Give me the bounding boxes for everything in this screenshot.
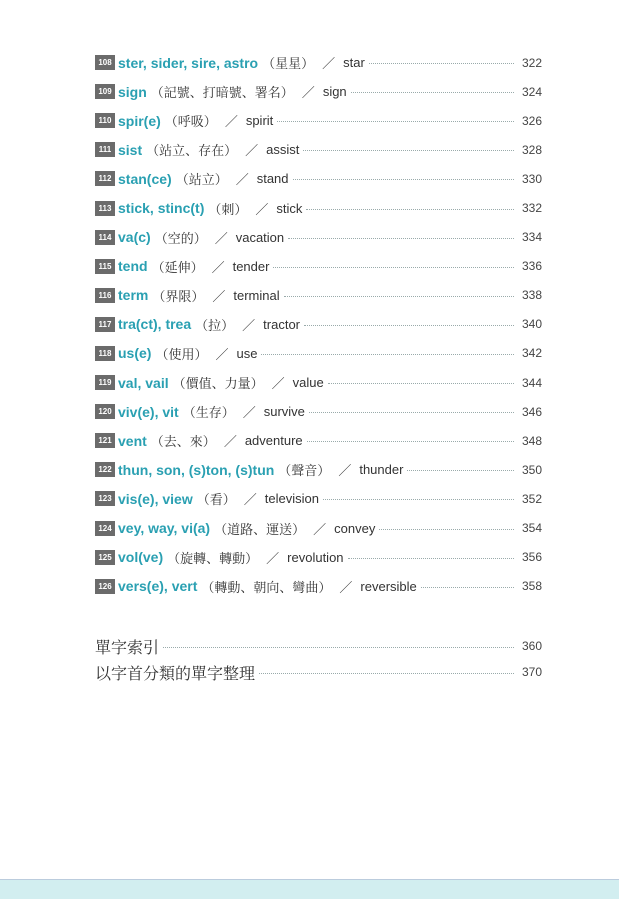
slash-separator: ／ — [266, 550, 280, 566]
page-number: 348 — [521, 433, 542, 448]
toc-entry[interactable] — [95, 193, 542, 222]
slash-separator: ／ — [255, 201, 269, 217]
page-number: 322 — [521, 55, 542, 70]
dot-leader — [307, 441, 514, 442]
example-word: adventure — [244, 433, 303, 449]
dot-leader — [323, 499, 514, 500]
dot-leader — [273, 267, 514, 268]
toc-entry[interactable] — [95, 106, 542, 135]
word-root: vey, way, vi(a) — [118, 520, 211, 537]
slash-separator: ／ — [235, 172, 249, 188]
example-word: use — [236, 345, 258, 361]
entry-number-badge: 121 — [95, 433, 115, 448]
entry-number-badge: 110 — [95, 113, 115, 128]
slash-separator: ／ — [224, 114, 238, 130]
page-number: 344 — [521, 375, 542, 390]
word-root: stick, stinc(t) — [118, 200, 205, 217]
slash-separator: ／ — [215, 346, 229, 362]
toc-entry[interactable] — [95, 368, 542, 397]
word-root: vis(e), view — [118, 490, 193, 507]
root-meaning: （記號、打暗號、署名） — [150, 85, 294, 101]
page-number: 334 — [521, 230, 542, 245]
dot-leader — [288, 238, 514, 239]
toc-entry[interactable] — [95, 310, 542, 339]
toc-entry[interactable] — [95, 426, 542, 455]
page-number: 338 — [521, 288, 542, 303]
root-meaning: （刺） — [208, 201, 248, 217]
dot-leader — [259, 673, 514, 674]
example-word: convey — [334, 520, 376, 536]
page-number: 356 — [521, 550, 542, 565]
word-root: us(e) — [118, 345, 152, 362]
slash-separator: ／ — [339, 579, 353, 595]
root-meaning: （使用） — [155, 346, 208, 362]
page-number: 346 — [521, 404, 542, 419]
example-word: reversible — [360, 578, 417, 594]
slash-separator: ／ — [271, 376, 285, 392]
dot-leader — [284, 296, 514, 297]
page-number: 354 — [521, 521, 542, 536]
entry-number-badge: 112 — [95, 171, 115, 186]
example-word: stick — [276, 200, 303, 216]
example-word: tractor — [263, 316, 301, 332]
root-meaning: （星星） — [262, 56, 315, 72]
root-meaning: （站立、存在） — [146, 143, 238, 159]
page-number: 330 — [521, 171, 542, 186]
word-root: vol(ve) — [118, 549, 164, 566]
root-meaning: （看） — [196, 492, 236, 508]
root-meaning: （生存） — [182, 405, 235, 421]
page-number: 370 — [521, 665, 542, 679]
page-number: 352 — [521, 491, 542, 506]
root-meaning: （延伸） — [151, 259, 204, 275]
entry-number-badge: 111 — [95, 142, 115, 157]
root-meaning: （旋轉、轉動） — [167, 550, 259, 566]
entry-number-badge: 125 — [95, 550, 115, 565]
root-meaning: （轉動、朝向、彎曲） — [201, 579, 332, 595]
word-root: val, vail — [118, 374, 169, 391]
slash-separator: ／ — [242, 405, 256, 421]
slash-separator: ／ — [242, 317, 256, 333]
word-root: ster, sider, sire, astro — [118, 54, 259, 71]
word-root: sist — [118, 141, 143, 158]
word-root: term — [118, 287, 149, 304]
dot-leader — [348, 558, 514, 559]
slash-separator: ／ — [322, 56, 336, 72]
root-meaning: （拉） — [195, 317, 235, 333]
dot-leader — [293, 179, 514, 180]
example-word: vacation — [235, 229, 285, 245]
appendix-title: 以字首分類的單字整理 — [95, 665, 256, 683]
example-word: assist — [266, 142, 300, 158]
entry-number-badge: 118 — [95, 346, 115, 361]
page-number: 358 — [521, 579, 542, 594]
word-root: tra(ct), trea — [118, 316, 192, 333]
word-root: spir(e) — [118, 112, 161, 129]
dot-leader — [407, 470, 514, 471]
entry-number-badge: 113 — [95, 201, 115, 216]
toc-entry[interactable] — [95, 135, 542, 164]
slash-separator: ／ — [301, 85, 315, 101]
toc-entry[interactable] — [95, 281, 542, 310]
word-root: viv(e), vit — [118, 403, 179, 420]
toc-entry[interactable] — [95, 252, 542, 281]
entry-number-badge: 109 — [95, 84, 115, 99]
page-number: 336 — [521, 259, 542, 274]
slash-separator: ／ — [243, 492, 257, 508]
example-word: tender — [232, 258, 270, 274]
dot-leader — [306, 209, 514, 210]
slash-separator: ／ — [313, 521, 327, 537]
toc-entry[interactable] — [95, 339, 542, 368]
entry-number-badge: 124 — [95, 521, 115, 536]
toc-entry[interactable] — [95, 397, 542, 426]
dot-leader — [369, 63, 514, 64]
word-root: tend — [118, 258, 148, 275]
toc-entry[interactable] — [95, 514, 542, 543]
example-word: revolution — [287, 549, 344, 565]
dot-leader — [421, 587, 514, 588]
dot-leader — [303, 150, 514, 151]
table-of-contents — [95, 48, 542, 601]
entry-number-badge: 117 — [95, 317, 115, 332]
toc-entry[interactable] — [95, 48, 542, 77]
dot-leader — [379, 529, 514, 530]
example-word: value — [292, 375, 324, 391]
word-root: stan(ce) — [118, 170, 172, 187]
page-number: 324 — [521, 84, 542, 99]
example-word: television — [264, 491, 319, 507]
slash-separator: ／ — [338, 463, 352, 479]
toc-entry[interactable] — [95, 455, 542, 484]
example-word: spirit — [245, 113, 274, 129]
slash-separator: ／ — [214, 230, 228, 246]
toc-entry[interactable] — [95, 543, 542, 572]
appendix-title: 單字索引 — [95, 639, 160, 657]
word-root: vent — [118, 432, 147, 449]
dot-leader — [351, 92, 514, 93]
root-meaning: （價值、力量） — [172, 376, 264, 392]
toc-entry[interactable] — [95, 572, 542, 601]
root-meaning: （呼吸） — [164, 114, 217, 130]
page-number: 340 — [521, 317, 542, 332]
root-meaning: （去、來） — [150, 434, 216, 450]
page-number: 328 — [521, 142, 542, 157]
root-meaning: （道路、運送） — [214, 521, 306, 537]
root-meaning: （站立） — [175, 172, 228, 188]
example-word: stand — [256, 171, 289, 187]
word-root: sign — [118, 83, 147, 100]
entry-number-badge: 126 — [95, 579, 115, 594]
entry-number-badge: 119 — [95, 375, 115, 390]
page-number: 332 — [521, 201, 542, 216]
slash-separator: ／ — [211, 259, 225, 275]
entry-number-badge: 108 — [95, 55, 115, 70]
example-word: terminal — [233, 287, 280, 303]
slash-separator: ／ — [212, 288, 226, 304]
slash-separator: ／ — [245, 143, 259, 159]
example-word: star — [343, 55, 365, 71]
root-meaning: （聲音） — [278, 463, 331, 479]
example-word: sign — [322, 84, 347, 100]
dot-leader — [261, 354, 514, 355]
root-meaning: （界限） — [152, 288, 205, 304]
entry-number-badge: 122 — [95, 462, 115, 477]
toc-entry[interactable] — [95, 77, 542, 106]
word-root: thun, son, (s)ton, (s)tun — [118, 461, 275, 478]
page-number: 360 — [521, 639, 542, 653]
toc-entry[interactable] — [95, 164, 542, 193]
appendix-list — [95, 633, 542, 685]
dot-leader — [277, 121, 514, 122]
dot-leader — [163, 647, 514, 648]
dot-leader — [309, 412, 514, 413]
entry-number-badge: 123 — [95, 491, 115, 506]
slash-separator: ／ — [223, 434, 237, 450]
entry-number-badge: 116 — [95, 288, 115, 303]
dot-leader — [328, 383, 514, 384]
footer-band — [0, 879, 619, 899]
dot-leader — [304, 325, 514, 326]
toc-entry[interactable] — [95, 484, 542, 513]
example-word: thunder — [359, 462, 404, 478]
entry-number-badge: 120 — [95, 404, 115, 419]
example-word: survive — [263, 404, 305, 420]
root-meaning: （空的） — [154, 230, 207, 246]
entry-number-badge: 115 — [95, 259, 115, 274]
toc-entry[interactable] — [95, 223, 542, 252]
page-number: 342 — [521, 346, 542, 361]
appendix-entry[interactable] — [95, 659, 542, 685]
word-root: vers(e), vert — [118, 578, 198, 595]
page-number: 326 — [521, 113, 542, 128]
appendix-entry[interactable] — [95, 633, 542, 659]
word-root: va(c) — [118, 229, 151, 246]
page-number: 350 — [521, 462, 542, 477]
entry-number-badge: 114 — [95, 230, 115, 245]
